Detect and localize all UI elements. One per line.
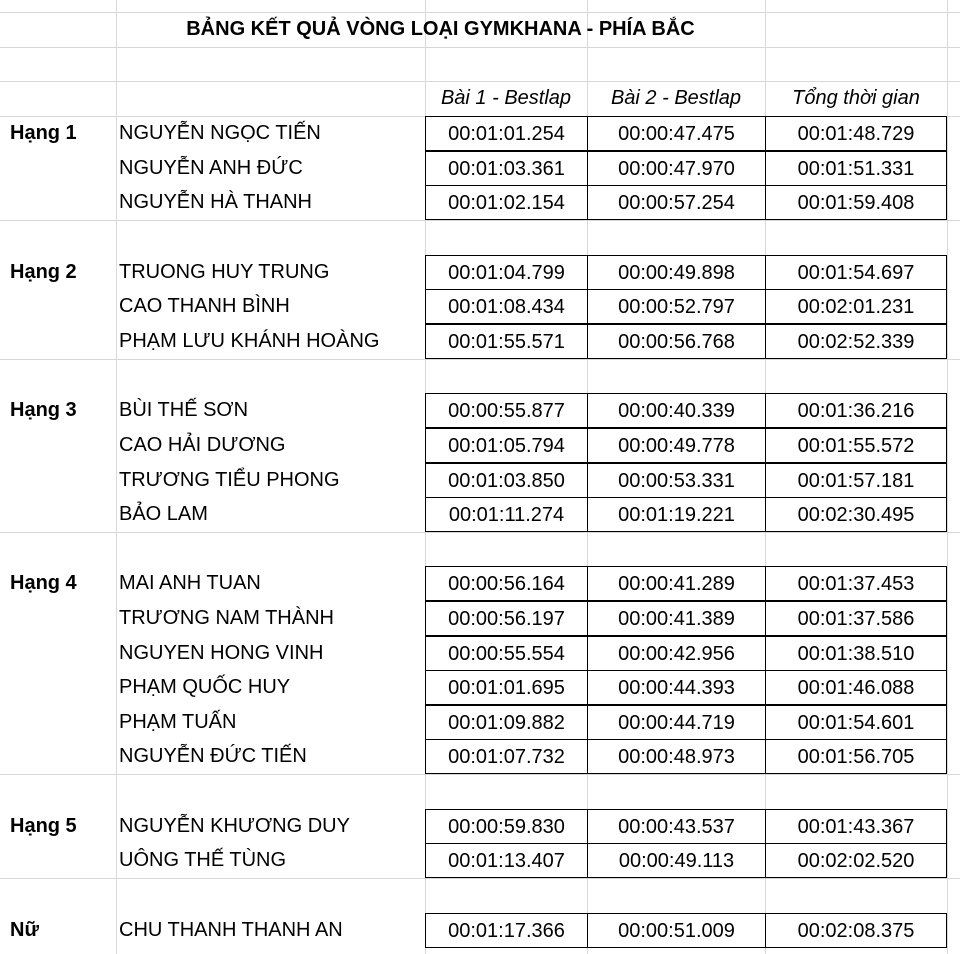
header-total: Tổng thời gian bbox=[792, 87, 920, 109]
driver-name: BÙI THẾ SƠN bbox=[119, 399, 249, 421]
sheet-title: BẢNG KẾT QUẢ VÒNG LOẠI GYMKHANA - PHÍA BẮC bbox=[186, 18, 695, 40]
group-label bbox=[0, 636, 116, 671]
group-label: Hạng 1 bbox=[10, 122, 77, 144]
time-bai2: 00:00:49.778 bbox=[587, 428, 765, 463]
time-bai2: 00:00:44.719 bbox=[587, 705, 765, 740]
time-bai1: 00:01:11.274 bbox=[425, 497, 587, 532]
table-row bbox=[0, 116, 960, 151]
time-bai1: 00:01:04.799 bbox=[425, 255, 587, 290]
driver-name: MAI ANH TUAN bbox=[119, 572, 261, 594]
time-total: 00:01:56.705 bbox=[765, 739, 947, 774]
time-bai2: 00:00:49.113 bbox=[587, 843, 765, 878]
time-total: 00:02:30.495 bbox=[765, 497, 947, 532]
time-total: 00:01:37.453 bbox=[765, 566, 947, 601]
group-label bbox=[0, 289, 116, 324]
time-bai1: 00:01:17.366 bbox=[425, 913, 587, 948]
time-bai2: 00:00:47.475 bbox=[587, 116, 765, 151]
table-row bbox=[0, 670, 960, 705]
time-bai2: 00:00:57.254 bbox=[587, 185, 765, 220]
time-total: 00:02:52.339 bbox=[765, 324, 947, 359]
time-total: 00:01:59.408 bbox=[765, 185, 947, 220]
group-label: Hạng 2 bbox=[10, 261, 77, 283]
time-total: 00:01:43.367 bbox=[765, 809, 947, 844]
group-label bbox=[0, 705, 116, 740]
time-bai1: 00:01:08.434 bbox=[425, 289, 587, 324]
driver-name: NGUYEN HONG VINH bbox=[119, 642, 324, 664]
table-row bbox=[0, 324, 960, 359]
group-label bbox=[0, 601, 116, 636]
table-row bbox=[0, 739, 960, 774]
time-bai2: 00:00:49.898 bbox=[587, 255, 765, 290]
time-bai1: 00:01:55.571 bbox=[425, 324, 587, 359]
group-label: Nữ bbox=[10, 919, 39, 941]
table-row bbox=[0, 497, 960, 532]
time-bai1: 00:01:03.361 bbox=[425, 151, 587, 186]
time-total: 00:01:48.729 bbox=[765, 116, 947, 151]
table-row bbox=[0, 151, 960, 186]
time-bai2: 00:00:41.389 bbox=[587, 601, 765, 636]
group-label bbox=[0, 324, 116, 359]
time-total: 00:01:55.572 bbox=[765, 428, 947, 463]
table-row bbox=[0, 255, 960, 290]
time-bai1: 00:00:59.830 bbox=[425, 809, 587, 844]
time-total: 00:01:46.088 bbox=[765, 670, 947, 705]
driver-name: TRƯƠNG NAM THÀNH bbox=[119, 607, 334, 629]
driver-name: NGUYỄN HÀ THANH bbox=[119, 191, 312, 213]
group-label bbox=[0, 463, 116, 498]
group-label bbox=[0, 843, 116, 878]
time-total: 00:01:54.601 bbox=[765, 705, 947, 740]
header-bai1: Bài 1 - Bestlap bbox=[440, 87, 572, 109]
gridline bbox=[0, 220, 960, 221]
driver-name: NGUYỄN ĐỨC TIẾN bbox=[119, 745, 307, 767]
driver-name: BẢO LAM bbox=[119, 503, 208, 525]
group-label bbox=[0, 739, 116, 774]
table-row bbox=[0, 705, 960, 740]
time-bai2: 00:00:48.973 bbox=[587, 739, 765, 774]
table-row bbox=[0, 393, 960, 428]
time-bai1: 00:01:01.695 bbox=[425, 670, 587, 705]
time-bai1: 00:01:07.732 bbox=[425, 739, 587, 774]
table-row bbox=[0, 913, 960, 948]
gridline bbox=[0, 532, 960, 533]
time-bai2: 00:00:42.956 bbox=[587, 636, 765, 671]
time-bai1: 00:01:05.794 bbox=[425, 428, 587, 463]
group-label bbox=[0, 428, 116, 463]
gridline bbox=[0, 359, 960, 360]
time-bai2: 00:00:47.970 bbox=[587, 151, 765, 186]
time-total: 00:01:54.697 bbox=[765, 255, 947, 290]
time-bai2: 00:00:52.797 bbox=[587, 289, 765, 324]
time-bai1: 00:01:02.154 bbox=[425, 185, 587, 220]
time-bai2: 00:00:43.537 bbox=[587, 809, 765, 844]
group-label: Hạng 5 bbox=[10, 815, 77, 837]
driver-name: PHẠM QUỐC HUY bbox=[119, 676, 291, 698]
time-total: 00:01:36.216 bbox=[765, 393, 947, 428]
gridline bbox=[0, 878, 960, 879]
gridline bbox=[0, 774, 960, 775]
driver-name: NGUYỄN ANH ĐỨC bbox=[119, 157, 303, 179]
driver-name: NGUYỄN NGỌC TIẾN bbox=[119, 122, 321, 144]
table-row bbox=[0, 463, 960, 498]
time-bai1: 00:00:55.877 bbox=[425, 393, 587, 428]
driver-name: TRƯƠNG TIỂU PHONG bbox=[119, 469, 340, 491]
time-bai2: 00:00:40.339 bbox=[587, 393, 765, 428]
time-bai2: 00:00:53.331 bbox=[587, 463, 765, 498]
driver-name: NGUYỄN KHƯƠNG DUY bbox=[119, 815, 350, 837]
time-bai2: 00:00:41.289 bbox=[587, 566, 765, 601]
time-bai1: 00:01:03.850 bbox=[425, 463, 587, 498]
group-label: Hạng 4 bbox=[10, 572, 77, 594]
driver-name: PHẠM LƯU KHÁNH HOÀNG bbox=[119, 330, 380, 352]
table-row bbox=[0, 185, 960, 220]
time-total: 00:01:57.181 bbox=[765, 463, 947, 498]
time-bai1: 00:00:55.554 bbox=[425, 636, 587, 671]
time-bai2: 00:00:51.009 bbox=[587, 913, 765, 948]
group-label bbox=[0, 185, 116, 220]
driver-name: TRUONG HUY TRUNG bbox=[119, 261, 330, 283]
table-row bbox=[0, 843, 960, 878]
time-total: 00:01:37.586 bbox=[765, 601, 947, 636]
header-row bbox=[0, 81, 960, 116]
header-bai2: Bài 2 - Bestlap bbox=[610, 87, 742, 109]
time-bai2: 00:01:19.221 bbox=[587, 497, 765, 532]
time-bai1: 00:01:01.254 bbox=[425, 116, 587, 151]
group-label bbox=[0, 497, 116, 532]
group-label bbox=[0, 151, 116, 186]
time-total: 00:01:51.331 bbox=[765, 151, 947, 186]
driver-name: PHẠM TUẤN bbox=[119, 711, 237, 733]
time-bai1: 00:00:56.197 bbox=[425, 601, 587, 636]
table-row bbox=[0, 428, 960, 463]
driver-name: CAO THANH BÌNH bbox=[119, 295, 290, 317]
table-row bbox=[0, 809, 960, 844]
time-total: 00:02:08.375 bbox=[765, 913, 947, 948]
driver-name: CAO HẢI DƯƠNG bbox=[119, 434, 286, 456]
group-label: Hạng 3 bbox=[10, 399, 77, 421]
table-row bbox=[0, 636, 960, 671]
time-total: 00:01:38.510 bbox=[765, 636, 947, 671]
time-bai1: 00:01:13.407 bbox=[425, 843, 587, 878]
table-row bbox=[0, 601, 960, 636]
driver-name: UÔNG THẾ TÙNG bbox=[119, 849, 287, 871]
time-bai1: 00:01:09.882 bbox=[425, 705, 587, 740]
table-row bbox=[0, 566, 960, 601]
time-bai2: 00:00:44.393 bbox=[587, 670, 765, 705]
table-row bbox=[0, 289, 960, 324]
time-total: 00:02:01.231 bbox=[765, 289, 947, 324]
time-total: 00:02:02.520 bbox=[765, 843, 947, 878]
time-bai1: 00:00:56.164 bbox=[425, 566, 587, 601]
group-label bbox=[0, 670, 116, 705]
time-bai2: 00:00:56.768 bbox=[587, 324, 765, 359]
driver-name: CHU THANH THANH AN bbox=[119, 919, 343, 941]
